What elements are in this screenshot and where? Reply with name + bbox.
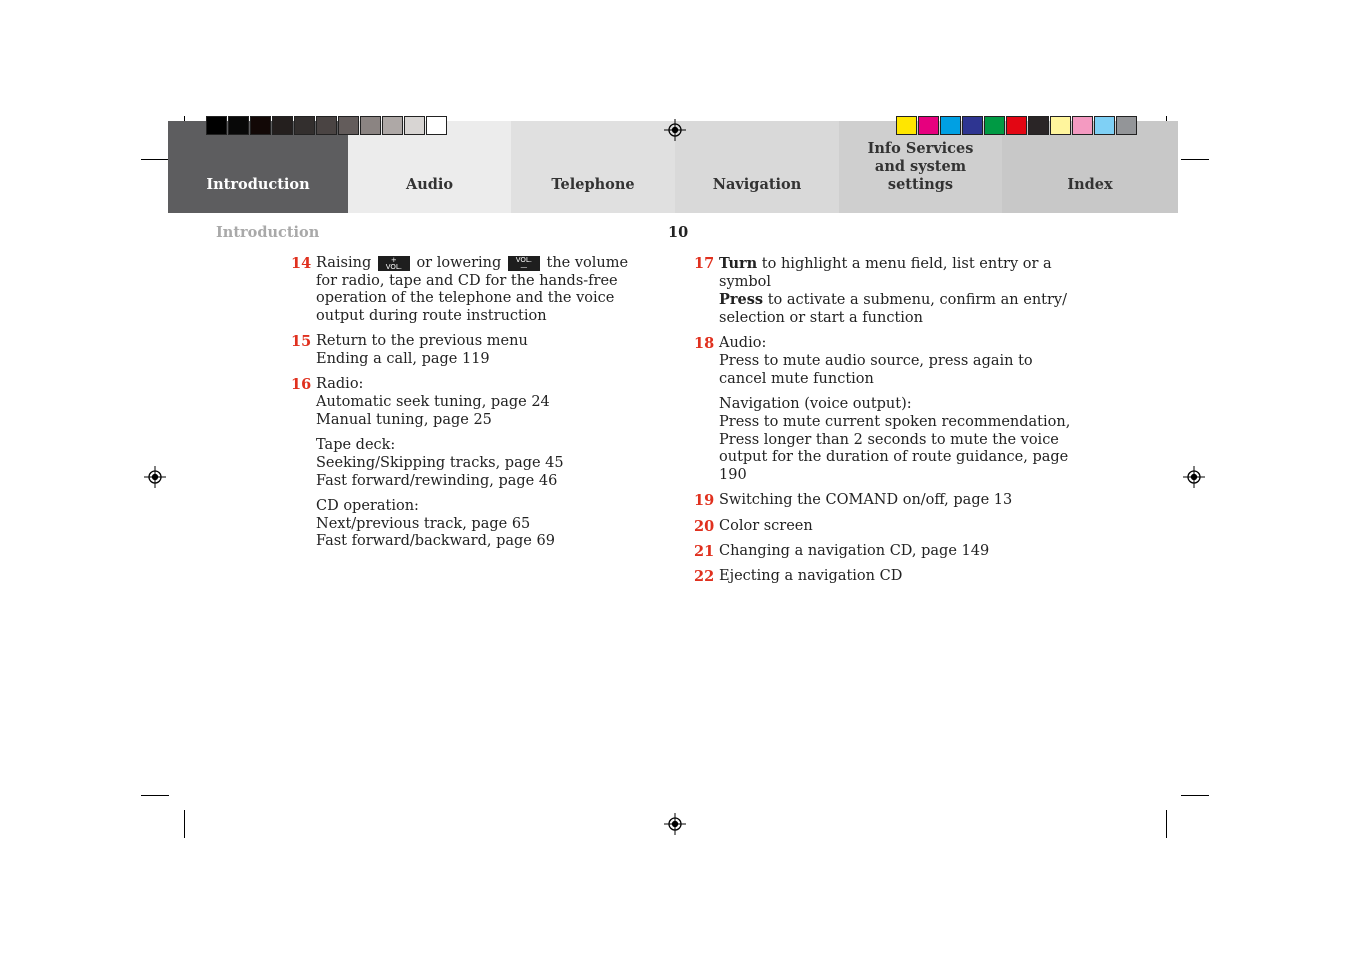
color-swatch — [940, 116, 961, 135]
color-swatch — [206, 116, 227, 135]
item-number: 16 — [291, 376, 312, 394]
color-swatch — [360, 116, 381, 135]
text-fragment: to highlight a menu field, list entry or a symbol — [719, 256, 1052, 290]
tab-label: Introduction — [206, 176, 310, 193]
volume-up-icon — [378, 256, 410, 271]
text-line: Navigation (voice output): — [719, 396, 912, 413]
text-line: Seeking/Skipping tracks, page 45 — [316, 454, 564, 471]
color-swatch — [918, 116, 939, 135]
icon-glyph: VOL. — [515, 256, 533, 264]
color-swatch — [896, 116, 917, 135]
color-swatch — [1094, 116, 1115, 135]
color-calibration-strip — [896, 116, 1138, 135]
item-number: 18 — [694, 335, 715, 353]
press-label: Press — [719, 291, 764, 309]
text-line: Tape deck: — [316, 437, 396, 454]
list-item — [694, 335, 1074, 484]
color-swatch — [1006, 116, 1027, 135]
crop-mark — [141, 159, 169, 160]
item-text — [719, 335, 1074, 388]
volume-down-icon — [508, 256, 540, 271]
text-line: Return to the previous menu — [316, 333, 528, 350]
item-text — [719, 543, 1074, 561]
item-text — [316, 376, 651, 429]
left-column — [291, 255, 651, 559]
color-swatch — [316, 116, 337, 135]
text-line: Switching the COMAND on/off, page 13 — [719, 492, 1013, 509]
color-swatch — [294, 116, 315, 135]
icon-glyph: VOL. — [385, 263, 402, 271]
registration-mark-icon — [1183, 466, 1205, 488]
section-label: Introduction — [216, 224, 320, 241]
tab-navigation[interactable] — [675, 121, 839, 213]
registration-mark-icon — [664, 813, 686, 835]
text-line: Color screen — [719, 517, 813, 534]
color-swatch — [228, 116, 249, 135]
color-swatch — [1116, 116, 1137, 135]
list-item — [694, 255, 1074, 328]
color-swatch — [250, 116, 271, 135]
text-line: Automatic seek tuning, page 24 — [316, 394, 550, 411]
color-swatch — [1050, 116, 1071, 135]
text-line: Fast forward/backward, page 69 — [316, 533, 555, 550]
list-item — [694, 568, 1074, 586]
page-number: 10 — [668, 224, 689, 241]
icon-glyph: + — [390, 256, 397, 264]
item-number: 19 — [694, 492, 715, 510]
tab-label: Telephone — [551, 176, 635, 193]
color-swatch — [1028, 116, 1049, 135]
item-text — [719, 492, 1074, 510]
list-item — [291, 376, 651, 551]
text-line: Fast forward/rewinding, page 46 — [316, 472, 558, 489]
color-swatch — [272, 116, 293, 135]
item-text — [719, 568, 1074, 586]
list-item — [694, 543, 1074, 561]
item-number: 21 — [694, 542, 715, 560]
item-text — [316, 255, 651, 326]
text-line: Changing a navigation CD, page 149 — [719, 542, 990, 559]
item-text — [719, 396, 1074, 485]
color-swatch — [338, 116, 359, 135]
item-number: 17 — [694, 255, 715, 272]
color-swatch — [404, 116, 425, 135]
item-text — [316, 437, 651, 490]
text-line: Audio: — [719, 335, 767, 352]
crop-mark — [184, 810, 185, 838]
tab-label: Info Services and system settings — [867, 140, 974, 193]
crop-mark — [1181, 795, 1209, 796]
list-item — [694, 518, 1074, 536]
list-item — [291, 333, 651, 368]
text-line: Ejecting a navigation CD — [719, 568, 903, 585]
text-fragment: or lowering — [416, 255, 502, 271]
item-text — [719, 255, 1074, 328]
tab-label: Index — [1067, 176, 1113, 193]
color-swatch — [984, 116, 1005, 135]
text-line: Press to mute audio source, press again to cancel mute function — [719, 353, 1033, 387]
registration-mark-icon — [144, 466, 166, 488]
text-line: Next/previous track, page 65 — [316, 515, 531, 532]
tab-label: Audio — [405, 176, 454, 193]
text-fragment: the volume for radio, tape and CD for the hands-free operation of the telephone and the voice output during route instruction — [316, 255, 629, 325]
right-column — [694, 255, 1074, 593]
color-swatch — [382, 116, 403, 135]
color-swatch — [1072, 116, 1093, 135]
color-swatch — [962, 116, 983, 135]
color-swatch — [426, 116, 447, 135]
text-fragment: Raising — [316, 255, 372, 271]
turn-label: Turn — [719, 255, 758, 272]
item-text — [316, 333, 651, 368]
list-item — [291, 255, 651, 326]
item-number: 15 — [291, 333, 312, 351]
text-line: CD operation: — [316, 497, 419, 514]
item-number: 20 — [694, 517, 715, 535]
item-text — [316, 498, 651, 551]
text-line: Radio: — [316, 376, 364, 393]
text-line: Ending a call, page 119 — [316, 351, 490, 368]
crop-mark — [1166, 810, 1167, 838]
text-line: Manual tuning, page 25 — [316, 411, 492, 428]
registration-mark-icon — [664, 119, 686, 141]
tab-label: Navigation — [712, 176, 802, 193]
item-number: 22 — [694, 568, 715, 586]
text-fragment: to activate a submenu, confirm an entry/ selection or start a function — [719, 292, 1068, 327]
crop-mark — [1181, 159, 1209, 160]
color-calibration-strip — [206, 116, 448, 135]
tab-telephone[interactable] — [511, 121, 675, 213]
crop-mark — [141, 795, 169, 796]
item-text — [719, 518, 1074, 536]
icon-glyph: — — [520, 263, 528, 271]
item-number: 14 — [291, 255, 312, 272]
list-item — [694, 492, 1074, 510]
text-line: Press to mute current spoken recommendation, Press longer than 2 seconds to mute the voice output for the duration of route guidance, page 190 — [719, 413, 1071, 483]
